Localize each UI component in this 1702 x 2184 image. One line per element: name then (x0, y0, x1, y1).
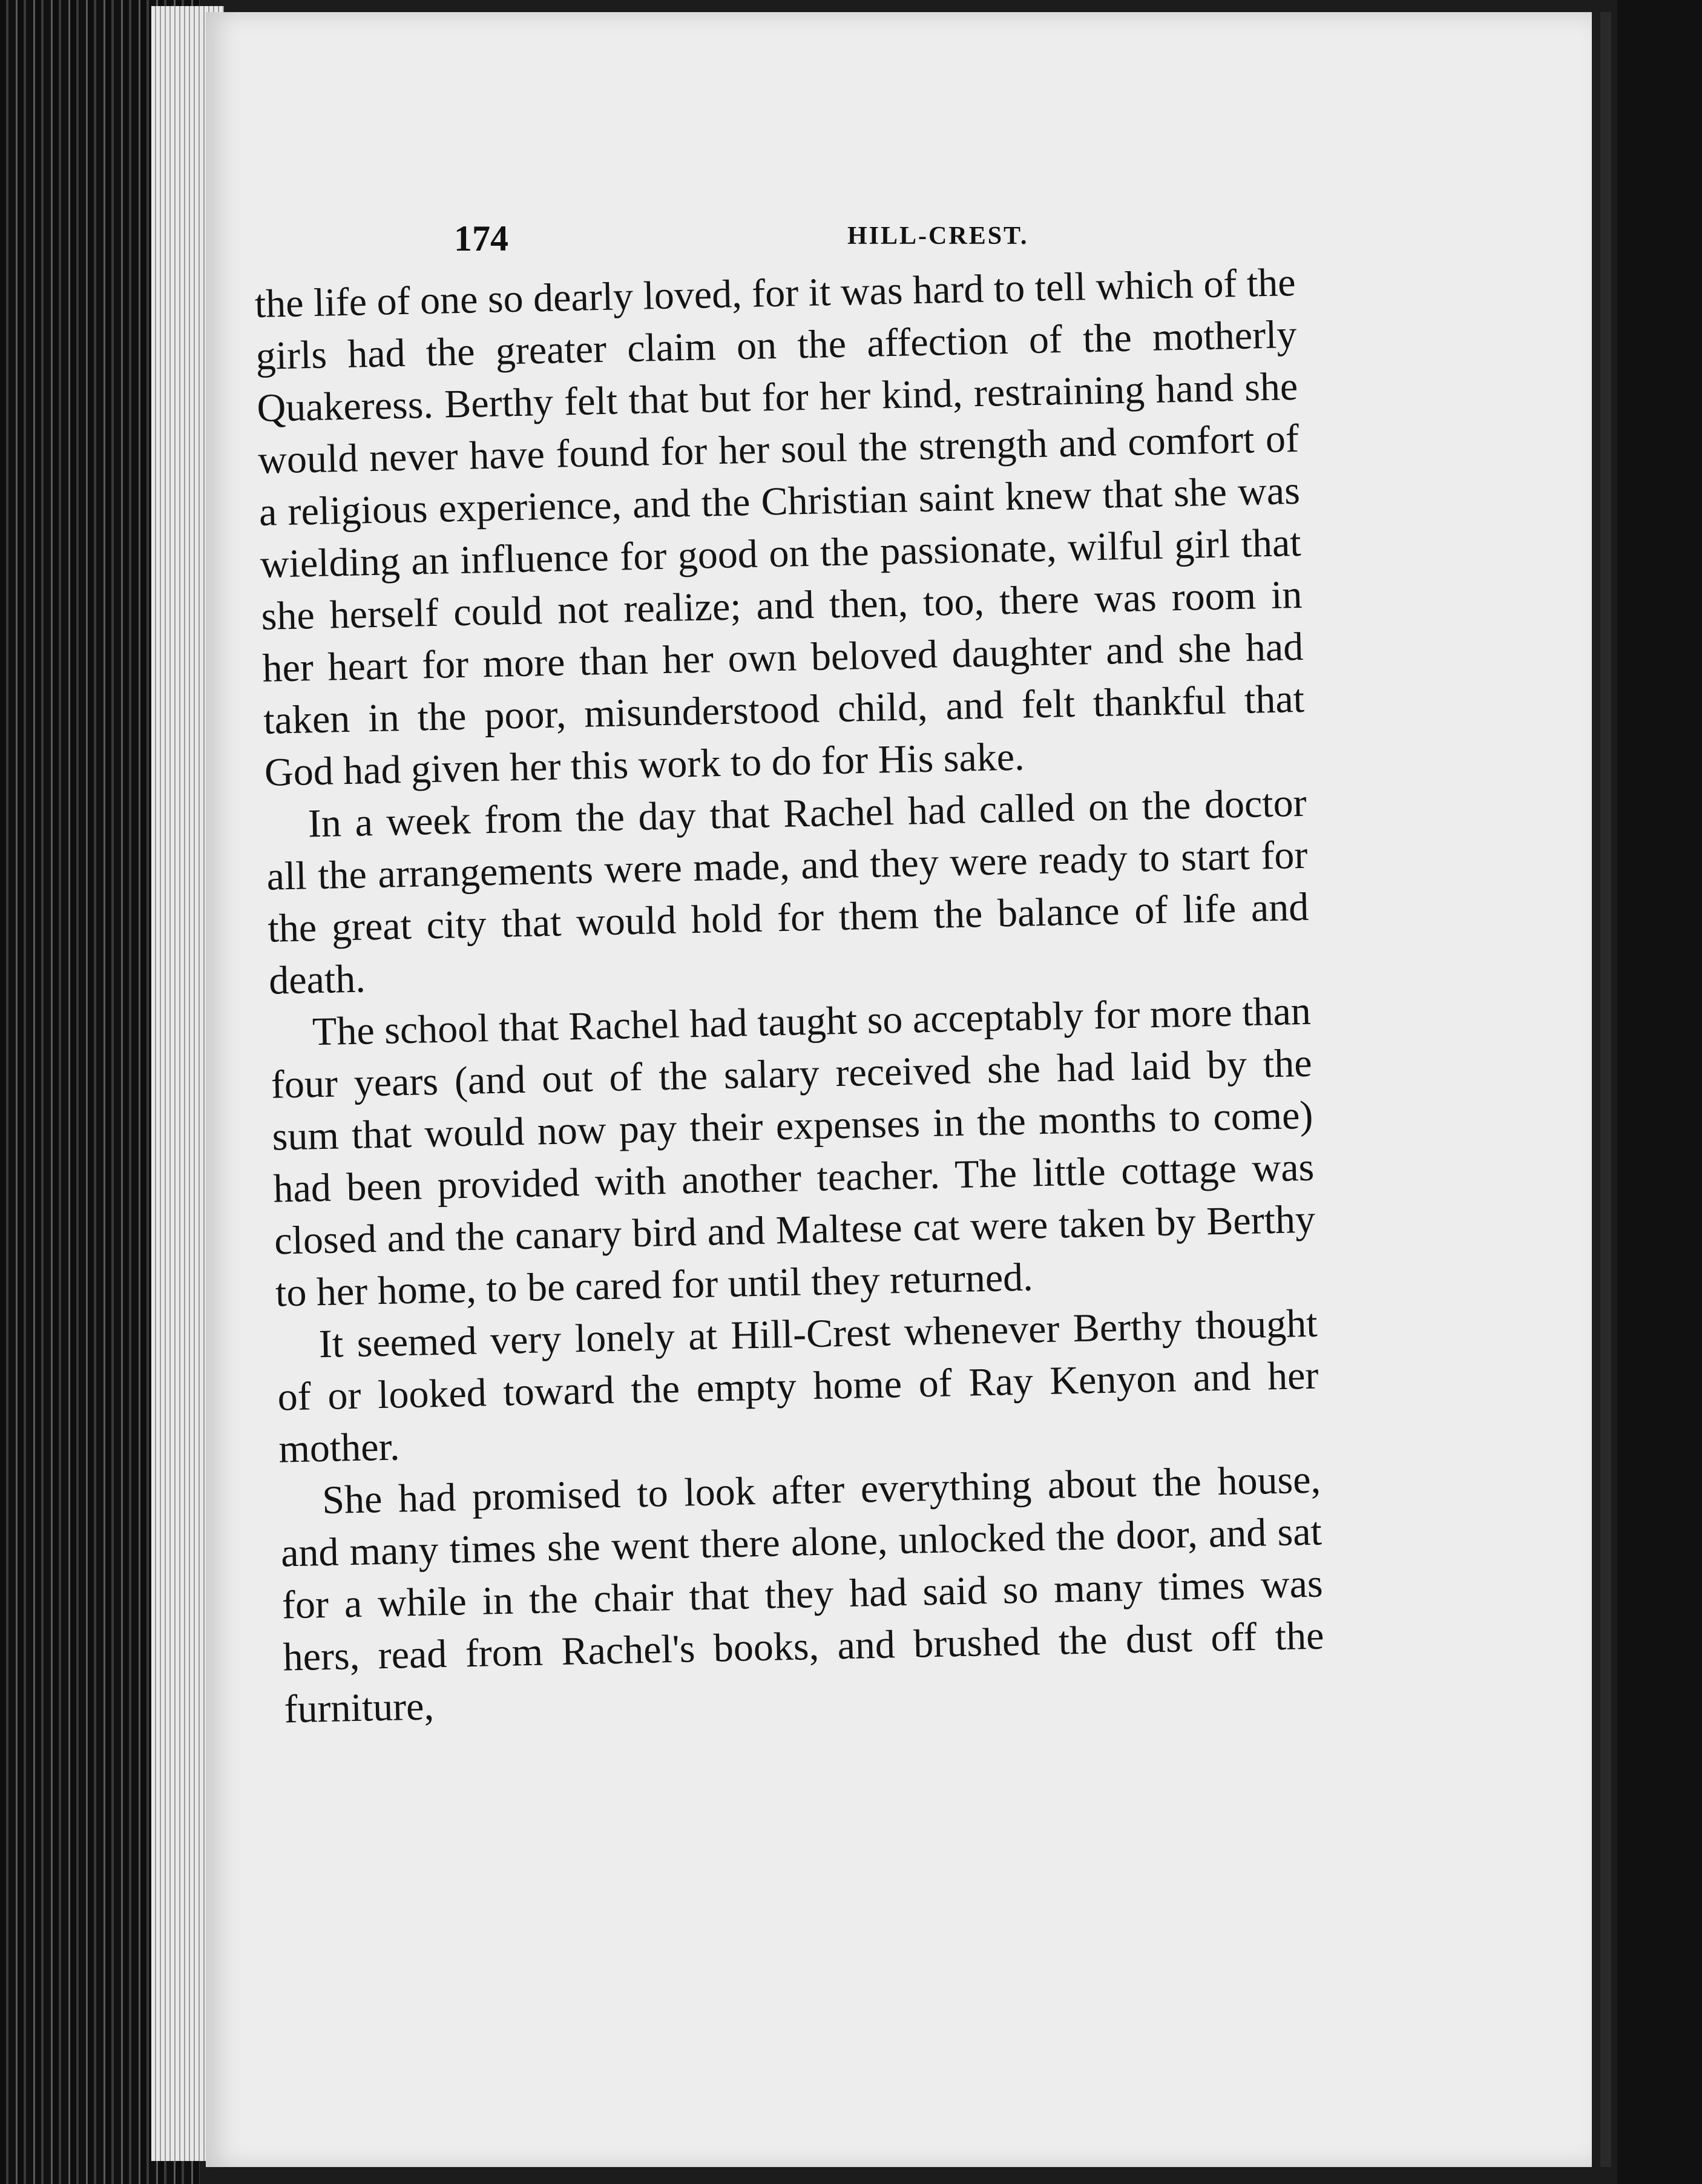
paragraph-1: the life of one so dearly loved, for it was hard to tell which of the girls had the greater claim on the affection of the motherly Quakeress. Berthy felt that but for her kind, restraining hand she would never have found for her soul the strength and comfort of a religious experience, and the Christian saint knew that she was wielding an influence for good on the passionate, wilful girl that she herself could not realize; and then, too, there was room in her heart for more than her own beloved daughter and she had taken in the poor, misunderstood child, and felt thankful that God had given her this work to do for His sake. (254, 260, 1305, 795)
paragraph-4: It seemed very lonely at Hill-Crest whenever Berthy thought of or looked toward the empty home of Ray Kenyon and her mother. (277, 1301, 1319, 1472)
running-title: HILL-CREST. (847, 222, 1029, 250)
paragraph-3: The school that Rachel had taught so acceptably for more than four years (and out of the salary received she had laid by the sum that would now pay their expenses in the months to come) had been provided with another teacher. The little cottage was closed and the canary bird and Maltese cat were taken by Berthy to her home, to be cared for until they returned. (271, 988, 1316, 1315)
page-edge-rule (1600, 12, 1611, 2167)
paragraph-2: In a week from the day that Rachel had called on the doctor all the arrangements were made, and they were ready to start for the great city that would hold for them the balance of life and death. (266, 780, 1309, 1003)
binding-edge (1617, 0, 1702, 2184)
page-number: 174 (454, 219, 508, 258)
body-text (254, 257, 1326, 1735)
paragraph-5: She had promised to look after everything about the house, and many times she went there alone, unlocked the door, and sat for a while in the chair that they had said so many times was hers, read from Rachel's books, and brushed the dust off the furniture, (280, 1457, 1325, 1732)
